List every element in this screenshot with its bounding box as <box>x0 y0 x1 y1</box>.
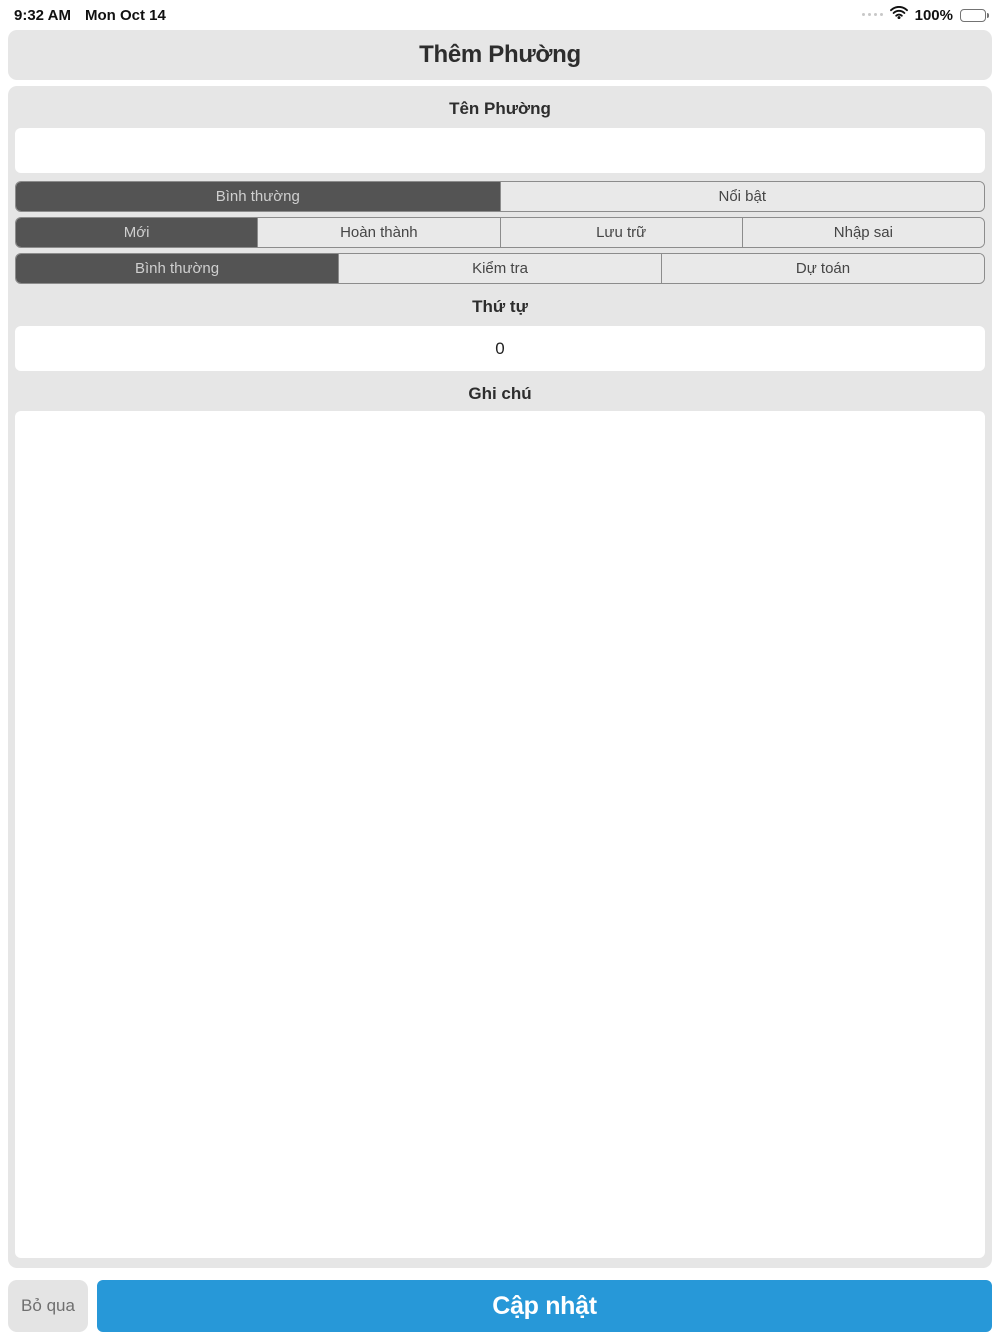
segment-hoan-thanh[interactable]: Hoàn thành <box>257 218 499 247</box>
segment-kiem-tra[interactable]: Kiểm tra <box>338 254 661 283</box>
page-title: Thêm Phường <box>419 41 581 68</box>
status-bar <box>0 0 1000 30</box>
name-label: Tên Phường <box>449 99 551 118</box>
battery-icon <box>960 9 986 22</box>
order-label: Thứ tự <box>472 297 528 316</box>
form-panel <box>8 86 992 1268</box>
segment-nhap-sai[interactable]: Nhập sai <box>742 218 984 247</box>
battery-percent: 100% <box>914 6 953 24</box>
segment-moi[interactable]: Mới <box>16 218 257 247</box>
segment-du-toan[interactable]: Dự toán <box>661 254 984 283</box>
segment-binh-thuong-2[interactable]: Bình thường <box>16 254 338 283</box>
wifi-icon <box>890 6 908 24</box>
note-label: Ghi chú <box>468 384 532 403</box>
segmented-control-highlight <box>15 181 985 212</box>
skip-button[interactable]: Bỏ qua <box>8 1280 88 1332</box>
order-input[interactable] <box>15 326 985 371</box>
name-input[interactable] <box>15 128 985 173</box>
clock-time: 9:32 AM <box>14 6 71 24</box>
segmented-control-status <box>15 217 985 248</box>
header-bar <box>8 30 992 80</box>
footer-bar <box>8 1280 992 1332</box>
clock-date: Mon Oct 14 <box>84 6 166 24</box>
status-right <box>862 6 986 24</box>
cellular-signal-icon <box>862 13 883 18</box>
status-left <box>14 7 166 24</box>
segmented-control-type <box>15 253 985 284</box>
segment-binh-thuong[interactable]: Bình thường <box>16 182 500 211</box>
update-button[interactable]: Cập nhật <box>97 1280 992 1332</box>
note-textarea[interactable] <box>15 411 985 1258</box>
segment-noi-bat[interactable]: Nổi bật <box>500 182 985 211</box>
segment-luu-tru[interactable]: Lưu trữ <box>500 218 742 247</box>
